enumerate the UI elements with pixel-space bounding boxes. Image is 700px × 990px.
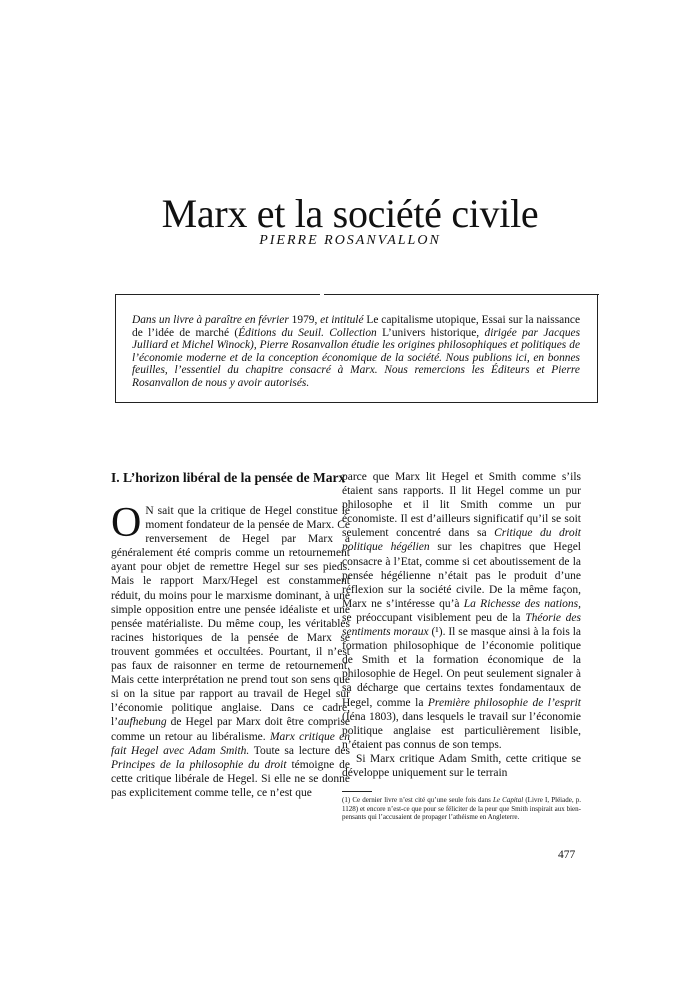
footnote-rule — [342, 791, 372, 792]
left-column — [111, 470, 350, 800]
abstract-text — [132, 314, 580, 390]
drop-cap: O — [111, 500, 142, 546]
abstract-book-title: Le capitalisme utopique, Essai sur la naissance de l’idée de marché ( — [132, 314, 581, 339]
page-number: 477 — [558, 849, 576, 861]
book-title-critique: Critique du droit politique hégélien — [342, 527, 581, 554]
footnote-start: (1) Ce dernier livre n’est cité qu’une seule fois dans — [342, 796, 494, 804]
paragraph-2-mid2: se préoccupant visiblement peu de la — [342, 611, 526, 624]
paragraph-1-mid: de Hegel par Marx doit être comprise comme un retour au libéralisme. — [111, 716, 350, 743]
abstract-year: 1979, — [288, 314, 321, 326]
footnote-end: (Livre I, Pléiade, p. 1128) et encore n’est-ce que pour se féliciter de la peur que Smith inspirait aux bien-pensants qui l’accusaient de propager l’athéisme en Angleterre. — [342, 796, 581, 821]
term-aufhebung: aufhebung — [118, 716, 167, 729]
abstract-collection: L’univers historique, — [376, 326, 485, 339]
paragraph-1-mid2: Toute sa lecture des — [249, 744, 350, 757]
paragraph-1 — [111, 500, 350, 800]
book-title-theorie: Théorie des sentiments moraux — [342, 611, 581, 639]
section-heading: I. L’horizon libéral de la pensée de Marx — [111, 470, 346, 485]
paragraph-1-end: témoigne de cette critique libérale de Hegel. Si elle ne se donne pas explicitement comme telle, ce n’est que — [111, 758, 350, 799]
paragraph-3: Si Marx critique Adam Smith, cette critique se développe uniquement sur le terrain — [342, 752, 581, 779]
footnote — [342, 796, 581, 822]
abstract-rest: dirigée par Jacques Julliard et Michel Winock), Pierre Rosanvallon étudie les origines philosophiques et politiques de l’économie moderne et de la conception économique de la société. Nous publions ici, en bonnes feuilles, l’essentiel du chapitre consacré à Marx. Nous remercions les Éditeurs et Pierre Rosanvallon de nous y avoir autorisés. — [132, 326, 581, 389]
paragraph-1-emphasis: Marx critique en fait Hegel avec Adam Smith. — [111, 730, 350, 757]
abstract-publisher: Éditions du Seuil. Collection — [238, 326, 377, 339]
paragraph-2-mid3: Il se masque ainsi à la fois la formation philosophique de l’économie politique de Smith et la formation économique de la philosophie de Hegel. On peut seulement signaler à sa décharge que certains textes fondamentaux de Hegel, comme la — [342, 626, 581, 709]
footnote-work: Le Capital — [493, 796, 524, 804]
abstract-titled: et intitulé — [320, 314, 364, 326]
book-title-principes: Principes de la philosophie du droit — [111, 758, 287, 771]
abstract-box — [115, 294, 598, 403]
book-title-premiere: Première philosophie de l’esprit — [427, 696, 581, 709]
paragraph-2-end: (Iéna 1803), dans lesquels le travail sur l’économie politique anglaise est particulièrement lisible, n’étaient pas connus de son temps. — [342, 710, 581, 751]
paragraph-2-start: parce que Marx lit Hegel et Smith comme s’ils étaient sans rapports. Il lit Hegel comme un pur philosophe et il lit Smith comme un pur économiste. Il est d’ailleurs significatif qu’il se soit seulement concentré dans sa — [342, 471, 581, 540]
right-column — [342, 470, 581, 780]
article-author: PIERRE ROSANVALLON — [259, 233, 441, 248]
book-title-richesse: La Richesse des nations, — [463, 597, 581, 610]
footnote-ref[interactable]: (¹). — [428, 626, 446, 639]
article-title: Marx et la société civile — [161, 190, 539, 236]
paragraph-2-mid: sur les chapitres que Hegel consacre à l’Etat, comme si cet aboutissement de la pensée hégélienne n’était pas le produit d’une réflexion sur la société civile. De la même façon, Marx ne s’intéresse qu’à — [342, 541, 581, 610]
paragraph-2 — [342, 470, 581, 752]
paragraph-1-start: N sait que la critique de Hegel constitue le moment fondateur de la pensée de Marx. Ce renversement de Hegel par Marx a généralement été compris comme un retournement ayant pour objet de remettre Hegel sur ses pieds. Mais le rapport Marx/Hegel est constamment réduit, du moins pour le marxisme dominant, à une simple opposition entre une pensée idéaliste et une pensée matérialiste. Du même coup, les véritables racines historiques de la pensée de Marx se trouvent gommées et occultées. Pourtant, il n’est pas faux de raisonner en terme de retournement. Mais cette interprétation ne prend tout son sens que si on la situe par rapport au travail de Hegel sur l’économie politique anglaise. Dans ce cadre, l’ — [111, 505, 350, 729]
abstract-intro: Dans un livre à paraître en février — [132, 314, 289, 326]
